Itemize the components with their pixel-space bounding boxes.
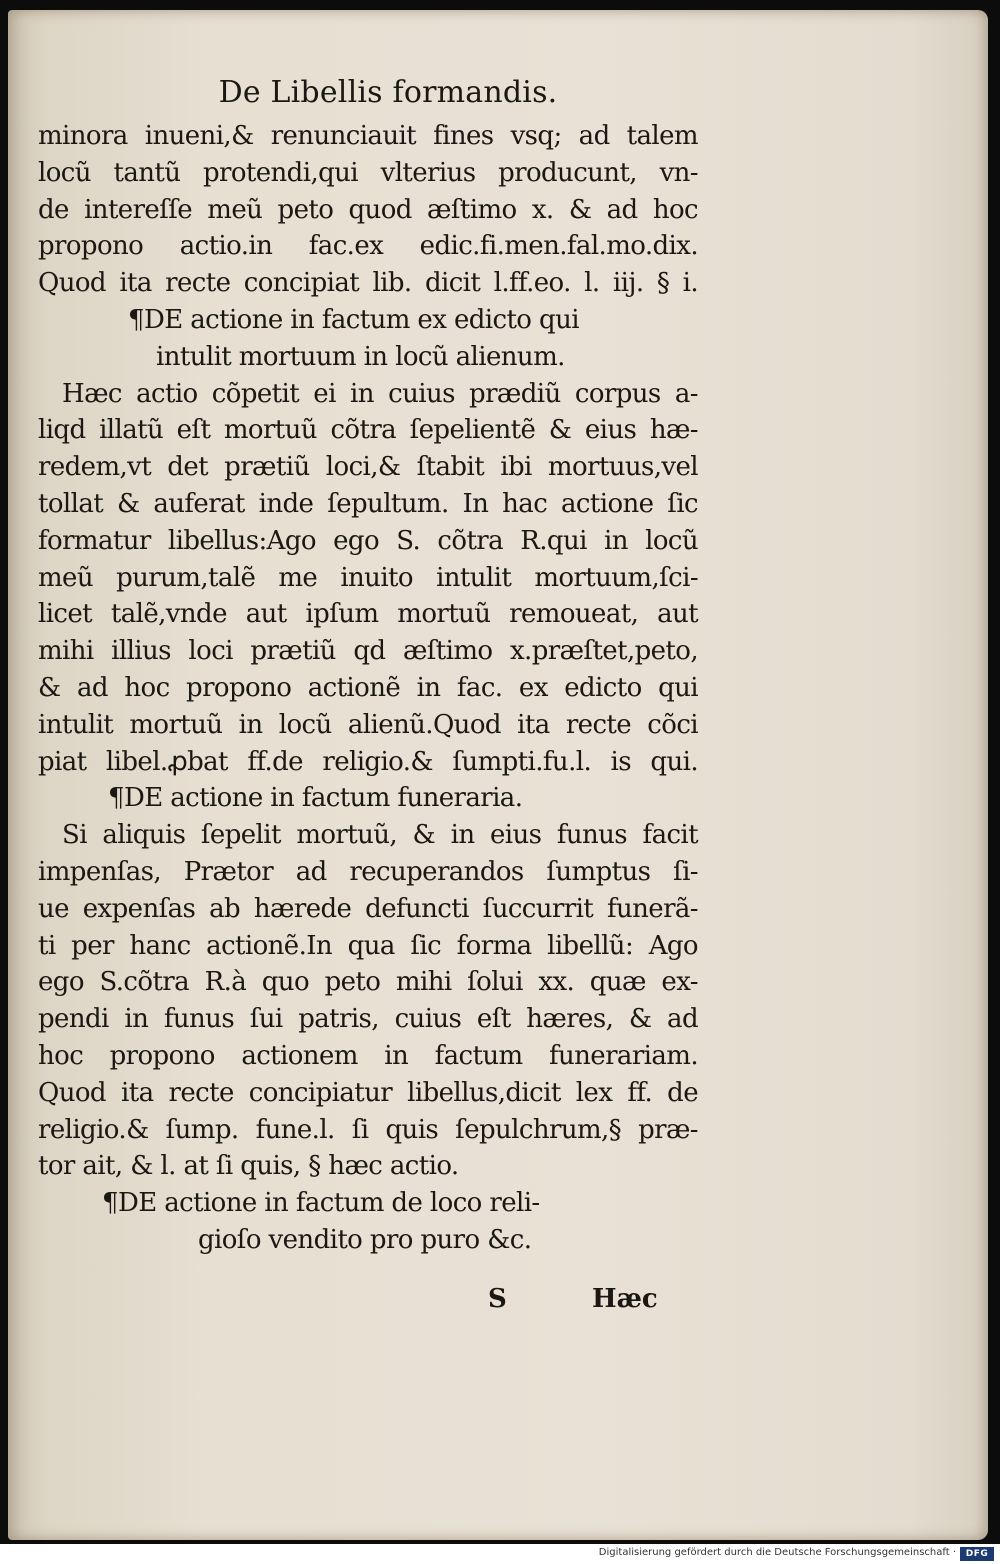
text-line: pendi in funus ſui patris, cuius eſt hæres, & ad <box>38 1004 698 1035</box>
running-head: De Libellis formandis. <box>218 75 558 110</box>
text-block <box>38 68 698 1259</box>
text-line: ego S.cõtra R.à quo peto mihi ſolui xx. quæ ex- <box>38 967 698 998</box>
text-line: hoc propono actionem in factum funerariam. <box>38 1040 698 1071</box>
text-line: ti per hanc actionẽ.In qua ſic forma libellũ: Ago <box>38 930 698 961</box>
signature-mark: S <box>488 1284 507 1314</box>
text-line: de intereſſe meũ peto quod æſtimo x. & ad hoc <box>38 194 698 225</box>
text-line: religio.& ſump. fune.l. ſi quis ſepulchrum,§ præ- <box>38 1114 698 1145</box>
digitization-footer <box>0 1544 1000 1564</box>
text-line: formatur libellus:Ago ego S. cõtra R.qui in locũ <box>38 525 698 556</box>
text-line: ue expenſas ab hærede defuncti ſuccurrit funerã- <box>38 893 698 924</box>
text-line: liqd illatũ eſt mortuũ cõtra ſepelientẽ & eius hæ- <box>38 415 698 446</box>
section-heading-line: gioſo vendito pro puro &c. <box>198 1224 532 1255</box>
text-line: licet talẽ,vnde aut ipſum mortuũ remoueat, aut <box>38 599 698 630</box>
text-line: Hæc actio cõpetit ei in cuius prædiũ corpus a- <box>62 378 698 409</box>
text-line: locũ tantũ protendi,qui vlterius producunt, vn- <box>38 157 698 188</box>
text-line: & ad hoc propono actionẽ in fac. ex edicto qui <box>38 672 698 703</box>
text-line: Si aliquis ſepelit mortuũ, & in eius funus facit <box>62 820 698 851</box>
section-heading-line: ¶DE actione in factum ex edicto qui <box>128 304 579 335</box>
dfg-logo: DFG <box>960 1547 994 1561</box>
funding-credit: Digitalisierung gefördert durch die Deutsche Forschungsgemeinschaft · <box>598 1547 956 1558</box>
text-line: piat libel.ꝓbat ff.de religio.& ſumpti.fu.l. is qui. <box>38 746 698 777</box>
text-line: tor ait, & l. at ſi quis, § hæc actio. <box>38 1151 459 1182</box>
section-heading-line: ¶DE actione in factum funeraria. <box>108 783 523 814</box>
text-line: tollat & auferat inde ſepultum. In hac actione ſic <box>38 488 698 519</box>
text-line: Quod ita recte concipiat lib. dicit l.ff.eo. l. iij. § i. <box>38 268 698 299</box>
book-page <box>8 10 988 1540</box>
text-line: redem,vt det prætiũ loci,& ſtabit ibi mortuus,vel <box>38 452 698 483</box>
text-line: impenſas, Prætor ad recuperandos ſumptus ſi- <box>38 856 698 887</box>
body-text <box>38 118 698 1259</box>
text-line: minora inueni,& renunciauit fines vsq; ad talem <box>38 121 698 151</box>
section-heading-line: ¶DE actione in factum de loco reli- <box>102 1188 540 1219</box>
text-line: propono actio.in fac.ex edic.fi.men.fal.mo.dix. <box>38 231 698 262</box>
text-line: mihi illius loci prætiũ qd æſtimo x.præſtet,peto, <box>38 636 698 667</box>
section-heading-line: intulit mortuum in locũ alienum. <box>156 341 565 372</box>
text-line: meũ purum,talẽ me inuito intulit mortuum,ſci- <box>38 562 698 593</box>
text-line: intulit mortuũ in locũ alienũ.Quod ita recte cõci <box>38 709 698 740</box>
catchword: Hæc <box>592 1284 658 1314</box>
text-line: Quod ita recte concipiatur libellus,dicit lex ff. de <box>38 1077 698 1108</box>
